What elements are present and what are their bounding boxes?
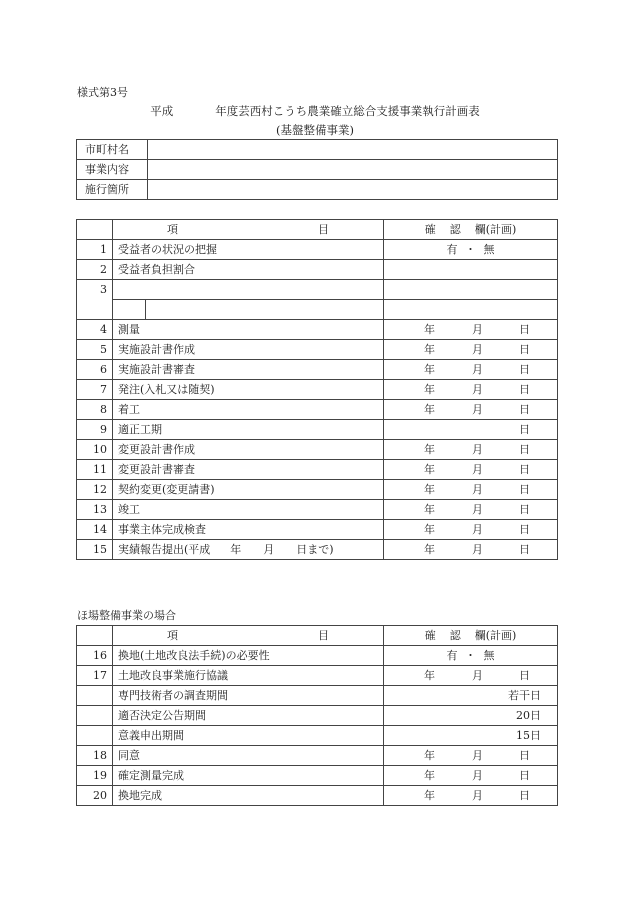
row-number: 10	[77, 440, 113, 460]
table-row	[77, 340, 558, 360]
header-no-cell	[77, 626, 113, 646]
row-number: 1	[77, 240, 113, 260]
table-row	[77, 786, 558, 806]
row-number: 9	[77, 420, 113, 440]
row-number: 13	[77, 500, 113, 520]
row-item: 同意	[113, 746, 384, 766]
period-cell: 15日	[384, 726, 558, 746]
date-cell[interactable]: 年 月 日	[384, 320, 558, 340]
date-cell[interactable]: 年 月 日	[384, 340, 558, 360]
row-number: 19	[77, 766, 113, 786]
table-header-row	[77, 626, 558, 646]
row-item: 事業主体完成検査	[113, 520, 384, 540]
row-number: 15	[77, 540, 113, 560]
table-row	[77, 300, 558, 320]
check-cell[interactable]	[384, 280, 558, 300]
header-check-cell: 確 認 欄(計画)	[384, 626, 558, 646]
table-row	[77, 540, 558, 560]
row-item: 着工	[113, 400, 384, 420]
table-row	[77, 706, 558, 726]
header-no-cell	[77, 220, 113, 240]
check-cell[interactable]	[384, 300, 558, 320]
info-label: 事業内容	[77, 160, 148, 180]
date-cell[interactable]: 年 月 日	[384, 520, 558, 540]
table-row	[77, 686, 558, 706]
table-row	[77, 646, 558, 666]
table-row	[77, 240, 558, 260]
row-number: 6	[77, 360, 113, 380]
date-cell[interactable]: 年 月 日	[384, 460, 558, 480]
row-number: 5	[77, 340, 113, 360]
document-subtitle: (基盤整備事業)	[276, 123, 354, 137]
row-item: 意義申出期間	[113, 726, 384, 746]
row-item: 発注(入札又は随契)	[113, 380, 384, 400]
table-row	[77, 520, 558, 540]
info-table	[76, 139, 558, 200]
table-row	[77, 480, 558, 500]
ari-nashi-cell[interactable]: 有 ・ 無	[384, 646, 558, 666]
row-number: 11	[77, 460, 113, 480]
table-row	[77, 766, 558, 786]
period-cell: 若干日	[384, 686, 558, 706]
ari-nashi-cell[interactable]: 有 ・ 無	[384, 240, 558, 260]
row-item: 受益者負担割合	[113, 260, 384, 280]
date-cell[interactable]: 年 月 日	[384, 766, 558, 786]
table-row	[77, 460, 558, 480]
main-plan-table	[76, 219, 558, 560]
date-cell[interactable]: 年 月 日	[384, 400, 558, 420]
row-number: 14	[77, 520, 113, 540]
day-count-cell[interactable]: 日	[384, 420, 558, 440]
row-number: 3	[77, 280, 113, 320]
row-number: 7	[77, 380, 113, 400]
period-cell: 20日	[384, 706, 558, 726]
row-item: 変更設計書作成	[113, 440, 384, 460]
row-item: 変更設計書審査	[113, 460, 384, 480]
info-value-field[interactable]	[148, 140, 558, 160]
row-number	[77, 726, 113, 746]
info-row	[77, 160, 558, 180]
date-cell[interactable]: 年 月 日	[384, 380, 558, 400]
table-row	[77, 360, 558, 380]
header-item-cell: 項 目	[113, 220, 384, 240]
row-number: 12	[77, 480, 113, 500]
table-row	[77, 440, 558, 460]
row-number	[77, 706, 113, 726]
table-row	[77, 500, 558, 520]
row-number: 2	[77, 260, 113, 280]
info-label: 市町村名	[77, 140, 148, 160]
row-number: 18	[77, 746, 113, 766]
table-row	[77, 260, 558, 280]
row-number: 8	[77, 400, 113, 420]
header-item-cell: 項 目	[113, 626, 384, 646]
table-row	[77, 666, 558, 686]
date-cell[interactable]: 年 月 日	[384, 786, 558, 806]
form-number: 様式第3号	[77, 86, 128, 99]
document-title	[0, 103, 630, 119]
date-cell[interactable]: 年 月 日	[384, 500, 558, 520]
table-row	[77, 400, 558, 420]
table-row	[77, 746, 558, 766]
info-row	[77, 180, 558, 200]
table-header-row	[77, 220, 558, 240]
row-item[interactable]	[113, 280, 384, 300]
row-item: 換地完成	[113, 786, 384, 806]
sub-item-cell[interactable]	[113, 300, 146, 320]
row-item: 専門技術者の調査期間	[113, 686, 384, 706]
header-check-cell: 確 認 欄(計画)	[384, 220, 558, 240]
date-cell[interactable]: 年 月 日	[384, 440, 558, 460]
row-item: 適正工期	[113, 420, 384, 440]
row-number: 17	[77, 666, 113, 686]
table-row	[77, 726, 558, 746]
sub-item-cell[interactable]	[146, 300, 384, 320]
row-item: 確定測量完成	[113, 766, 384, 786]
row-number: 4	[77, 320, 113, 340]
info-value-field[interactable]	[148, 180, 558, 200]
table-row	[77, 320, 558, 340]
row-number	[77, 686, 113, 706]
date-cell[interactable]: 年 月 日	[384, 480, 558, 500]
date-cell[interactable]: 年 月 日	[384, 360, 558, 380]
field-consolidation-table	[76, 625, 558, 806]
check-cell[interactable]	[384, 260, 558, 280]
title-era: 平成	[150, 104, 174, 118]
row-item: 竣工	[113, 500, 384, 520]
info-row	[77, 140, 558, 160]
title-main: 年度芸西村こうち農業確立総合支援事業執行計画表	[215, 104, 480, 118]
row-item: 換地(土地改良法手続)の必要性	[113, 646, 384, 666]
date-cell[interactable]: 年 月 日	[384, 746, 558, 766]
row-number: 20	[77, 786, 113, 806]
row-item: 土地改良事業施行協議	[113, 666, 384, 686]
table-row	[77, 380, 558, 400]
row-item: 実施設計書審査	[113, 360, 384, 380]
date-cell[interactable]: 年 月 日	[384, 666, 558, 686]
info-value-field[interactable]	[148, 160, 558, 180]
row-item: 実施設計書作成	[113, 340, 384, 360]
date-cell[interactable]: 年 月 日	[384, 540, 558, 560]
row-number: 16	[77, 646, 113, 666]
row-item: 測量	[113, 320, 384, 340]
info-label: 施行箇所	[77, 180, 148, 200]
row-item: 契約変更(変更請書)	[113, 480, 384, 500]
table-row	[77, 420, 558, 440]
row-item: 実績報告提出(平成 年 月 日まで)	[113, 540, 384, 560]
row-item: 受益者の状況の把握	[113, 240, 384, 260]
row-item: 適否決定公告期間	[113, 706, 384, 726]
sub-section-label: ほ場整備事業の場合	[77, 609, 176, 622]
table-row	[77, 280, 558, 300]
